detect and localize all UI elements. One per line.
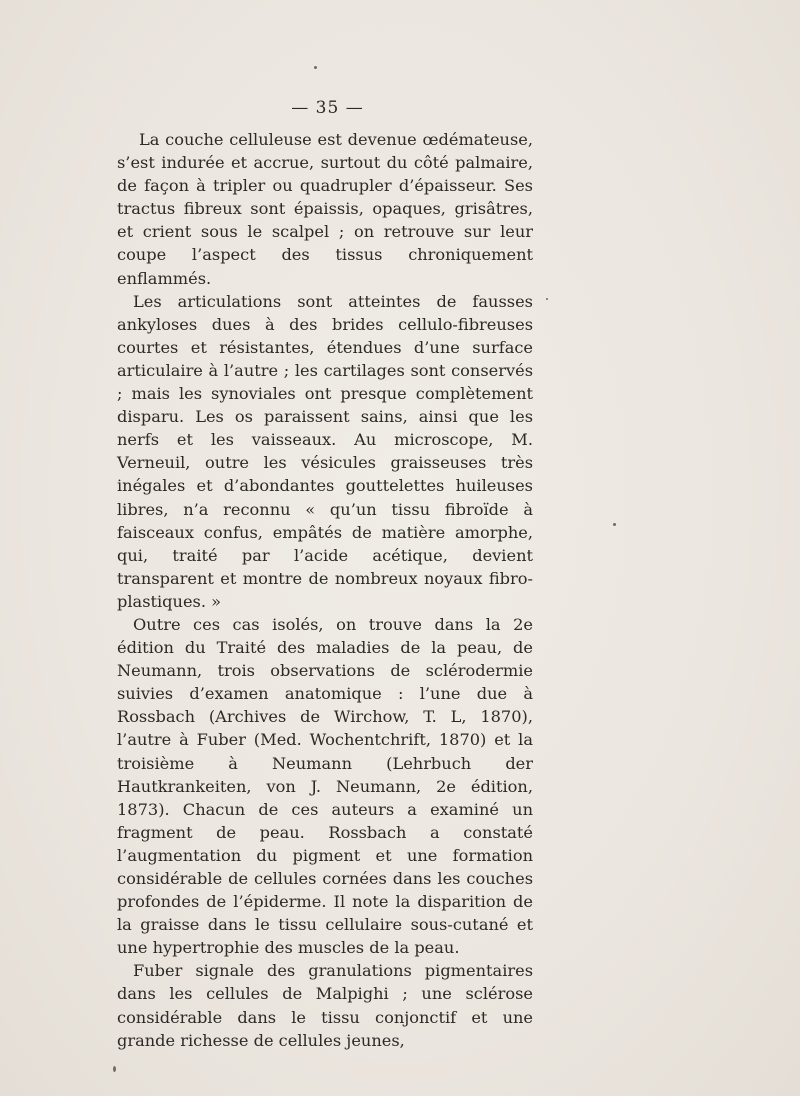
paper-speck <box>113 1066 116 1072</box>
paper-speck <box>314 66 317 69</box>
page-number: — 35 — <box>291 98 364 118</box>
paragraph-couche-celluleuse: La couche celluleuse est devenue œdémateuse, s’est indurée et accrue, surtout du côté palmaire, de façon à tripler ou quadrupler d’épaisseur. Ses tractus fibreux sont épaissis, opaques, grisâtres, et crient sous le scalpel ; on retrouve sur leur coupe l’aspect des tissus chroniquement enflammés. <box>117 130 533 288</box>
paper-speck <box>546 298 548 300</box>
paragraph-articulations: Les articulations sont atteintes de fausses ankyloses dues à des brides cellulo-fibreuses courtes et résistantes, étendues d’une surface articulaire à l’autre ; les cartilages sont conservés ; mais les synoviales ont presque complètement disparu. Les os paraissent sains, ainsi que les nerfs et les vaisseaux. Au microscope, M. Verneuil, outre les vésicules graisseuses très inégales et d’abondantes gouttelettes huileuses libres, n’a reconnu « qu’un tissu fibroïde à faisceaux confus, empâtés de matière amorphe, qui, traité par l’acide acétique, devient transparent et montre de nombreux noyaux fibro-plastiques. » <box>117 291 533 611</box>
body-text <box>117 128 533 1052</box>
paper-speck <box>613 523 616 526</box>
paragraph-cas-isoles: Outre ces cas isolés, on trouve dans la 2e édition du Traité des maladies de la peau, de Neumann, trois observations de sclérodermie suivies d’examen anatomique : l’une due à Rossbach (Archives de Wirchow, T. L, 1870), l’autre à Fuber (Med. Wochentchrift, 1870) et la troisième à Neumann (Lehrbuch der Hautkrankeiten, von J. Neumann, 2e édition, 1873). Chacun de ces auteurs a examiné un fragment de peau. Rossbach a constaté l’augmentation du pigment et une formation considérable de cellules cornées dans les couches profondes de l’épiderme. Il note la disparition de la graisse dans le tissu cellulaire sous-cutané et une hypertrophie des muscles de la peau. <box>117 614 533 958</box>
paragraph-fuber: Fuber signale des granulations pigmentaires dans les cellules de Malpighi ; une sclérose considérable dans le tissu conjonctif et une grande richesse de cellules jeunes, <box>117 961 533 1050</box>
